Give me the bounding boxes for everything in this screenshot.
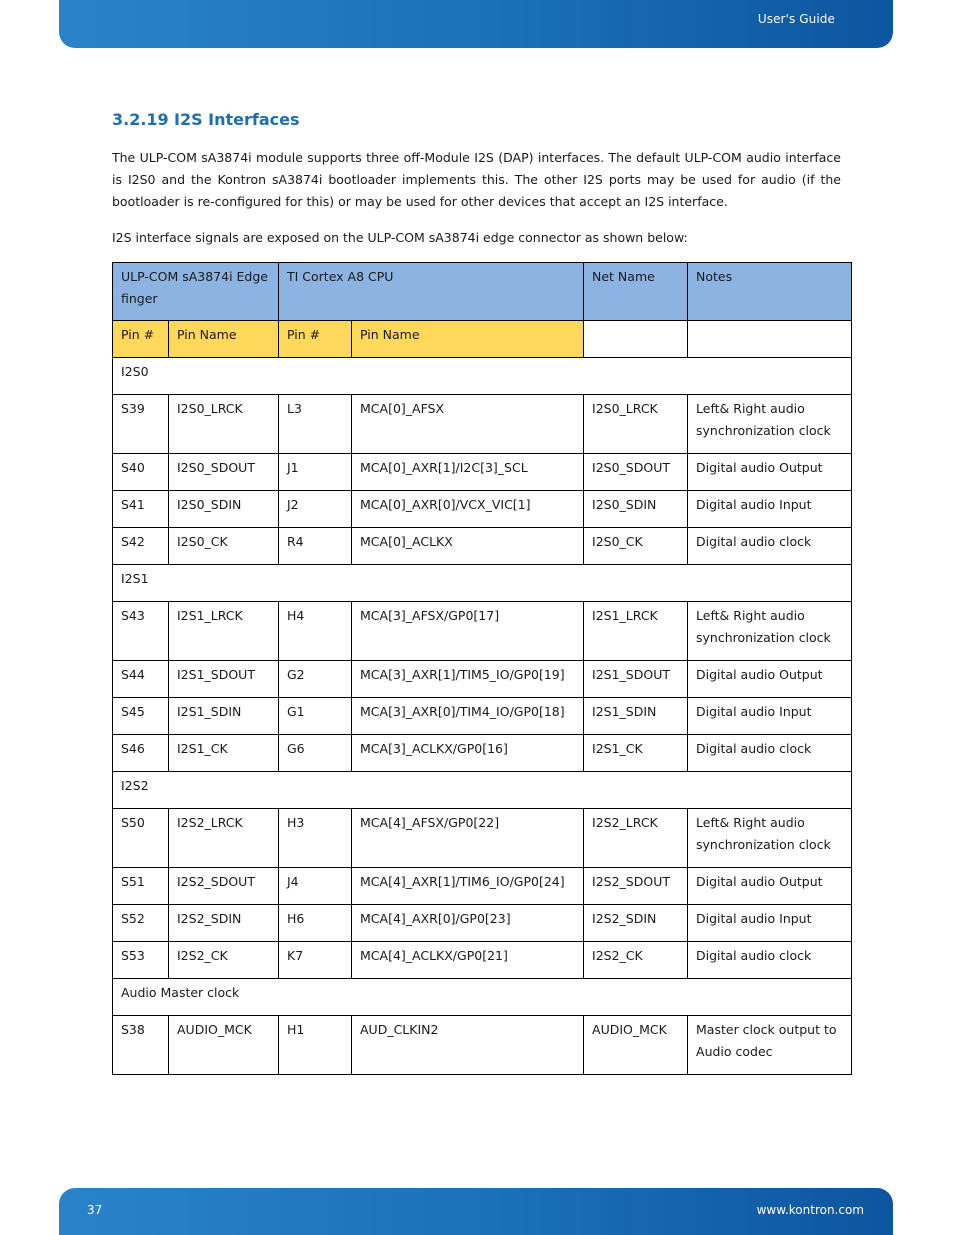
subheader-empty-notes — [688, 321, 852, 358]
cell-net-name: I2S2_LRCK — [584, 809, 688, 868]
cell-cpu-pin: J1 — [279, 454, 352, 491]
cell-notes: Digital audio Output — [688, 661, 852, 698]
cell-cpu-pin: H6 — [279, 905, 352, 942]
table-row — [113, 868, 852, 905]
page-footer-bar — [59, 1188, 893, 1235]
cell-notes: Digital audio clock — [688, 942, 852, 979]
group-row — [113, 979, 852, 1016]
group-row — [113, 772, 852, 809]
cell-cpu-pin-name: MCA[3]_ACLKX/GP0[16] — [352, 735, 584, 772]
cell-edge-pin: S45 — [113, 698, 169, 735]
cell-notes: Digital audio Output — [688, 868, 852, 905]
cell-edge-pin: S52 — [113, 905, 169, 942]
i2s-signal-table — [112, 262, 852, 1075]
table-row — [113, 735, 852, 772]
cell-notes: Digital audio Input — [688, 698, 852, 735]
cell-edge-pin: S51 — [113, 868, 169, 905]
cell-cpu-pin: J2 — [279, 491, 352, 528]
cell-edge-pin: S39 — [113, 395, 169, 454]
table-row — [113, 905, 852, 942]
cell-cpu-pin-name: MCA[0]_AXR[1]/I2C[3]_SCL — [352, 454, 584, 491]
group-label: I2S0 — [113, 358, 852, 395]
cell-notes: Digital audio Input — [688, 491, 852, 528]
table-row — [113, 698, 852, 735]
cell-net-name: I2S1_LRCK — [584, 602, 688, 661]
header-notes: Notes — [688, 263, 852, 321]
cell-net-name: I2S2_SDIN — [584, 905, 688, 942]
cell-edge-pin-name: I2S2_SDIN — [169, 905, 279, 942]
cell-edge-pin-name: I2S1_SDOUT — [169, 661, 279, 698]
group-label: Audio Master clock — [113, 979, 852, 1016]
table-subheader-row — [113, 321, 852, 358]
header-edge-finger: ULP-COM sA3874i Edge finger — [113, 263, 279, 321]
cell-edge-pin: S50 — [113, 809, 169, 868]
cell-cpu-pin-name: MCA[4]_AFSX/GP0[22] — [352, 809, 584, 868]
cell-net-name: I2S0_SDIN — [584, 491, 688, 528]
cell-edge-pin: S38 — [113, 1016, 169, 1075]
cell-net-name: I2S2_SDOUT — [584, 868, 688, 905]
subheader-pin-cpu: Pin # — [279, 321, 352, 358]
cell-notes: Digital audio clock — [688, 528, 852, 565]
table-row — [113, 1016, 852, 1075]
cell-net-name: I2S1_SDOUT — [584, 661, 688, 698]
cell-net-name: I2S0_LRCK — [584, 395, 688, 454]
subheader-pin-name-cpu: Pin Name — [352, 321, 584, 358]
cell-edge-pin: S42 — [113, 528, 169, 565]
table-row — [113, 602, 852, 661]
cell-cpu-pin-name: AUD_CLKIN2 — [352, 1016, 584, 1075]
intro-paragraph: The ULP-COM sA3874i module supports three off-Module I2S (DAP) interfaces. The default ULP-COM audio interface is I2S0 and the Kontron sA3874i bootloader implements this. The other I2S ports may be used for audio (if the bootloader is re-configured for this) or may be used for other devices that accept an I2S interface. — [112, 150, 841, 209]
cell-cpu-pin-name: MCA[3]_AFSX/GP0[17] — [352, 602, 584, 661]
footer-url: www.kontron.com — [756, 1203, 864, 1217]
cell-notes: Digital audio Output — [688, 454, 852, 491]
subheader-pin-edge: Pin # — [113, 321, 169, 358]
cell-cpu-pin: H4 — [279, 602, 352, 661]
page-number: 37 — [87, 1203, 103, 1217]
cell-cpu-pin-name: MCA[0]_AFSX — [352, 395, 584, 454]
cell-cpu-pin-name: MCA[4]_ACLKX/GP0[21] — [352, 942, 584, 979]
cell-edge-pin-name: I2S0_CK — [169, 528, 279, 565]
section-number: 3.2.19 — [112, 110, 169, 129]
cell-net-name: I2S1_CK — [584, 735, 688, 772]
cell-cpu-pin-name: MCA[4]_AXR[1]/TIM6_IO/GP0[24] — [352, 868, 584, 905]
header-net-name: Net Name — [584, 263, 688, 321]
cell-notes: Digital audio clock — [688, 735, 852, 772]
page-header-bar — [59, 0, 893, 48]
table-row — [113, 528, 852, 565]
cell-notes: Left& Right audio synchronization clock — [688, 602, 852, 661]
cell-edge-pin-name: I2S0_LRCK — [169, 395, 279, 454]
cell-cpu-pin: G2 — [279, 661, 352, 698]
cell-edge-pin-name: I2S1_LRCK — [169, 602, 279, 661]
header-title: User's Guide — [757, 12, 835, 26]
table-row — [113, 395, 852, 454]
cell-edge-pin: S44 — [113, 661, 169, 698]
cell-cpu-pin-name: MCA[3]_AXR[1]/TIM5_IO/GP0[19] — [352, 661, 584, 698]
cell-edge-pin: S53 — [113, 942, 169, 979]
cell-edge-pin: S41 — [113, 491, 169, 528]
cell-cpu-pin: H1 — [279, 1016, 352, 1075]
cell-net-name: I2S2_CK — [584, 942, 688, 979]
subheader-empty-net — [584, 321, 688, 358]
cell-net-name: AUDIO_MCK — [584, 1016, 688, 1075]
cell-edge-pin-name: I2S0_SDOUT — [169, 454, 279, 491]
cell-edge-pin-name: I2S2_CK — [169, 942, 279, 979]
cell-cpu-pin-name: MCA[4]_AXR[0]/GP0[23] — [352, 905, 584, 942]
cell-notes: Master clock output to Audio codec — [688, 1016, 852, 1075]
cell-edge-pin: S46 — [113, 735, 169, 772]
cell-net-name: I2S0_SDOUT — [584, 454, 688, 491]
group-label: I2S1 — [113, 565, 852, 602]
table-row — [113, 809, 852, 868]
group-row — [113, 358, 852, 395]
cell-notes: Left& Right audio synchronization clock — [688, 809, 852, 868]
cell-cpu-pin: R4 — [279, 528, 352, 565]
cell-cpu-pin: G6 — [279, 735, 352, 772]
table-row — [113, 491, 852, 528]
cell-edge-pin-name: I2S2_SDOUT — [169, 868, 279, 905]
subheader-pin-name-edge: Pin Name — [169, 321, 279, 358]
cell-edge-pin-name: I2S0_SDIN — [169, 491, 279, 528]
cell-edge-pin-name: I2S1_CK — [169, 735, 279, 772]
group-row — [113, 565, 852, 602]
cell-cpu-pin-name: MCA[0]_ACLKX — [352, 528, 584, 565]
section-heading — [112, 110, 300, 129]
cell-cpu-pin-name: MCA[3]_AXR[0]/TIM4_IO/GP0[18] — [352, 698, 584, 735]
section-title: I2S Interfaces — [174, 110, 300, 129]
cell-edge-pin-name: I2S2_LRCK — [169, 809, 279, 868]
cell-net-name: I2S1_SDIN — [584, 698, 688, 735]
cell-edge-pin-name: I2S1_SDIN — [169, 698, 279, 735]
cell-cpu-pin: J4 — [279, 868, 352, 905]
cell-cpu-pin: G1 — [279, 698, 352, 735]
table-row — [113, 454, 852, 491]
cell-cpu-pin: H3 — [279, 809, 352, 868]
cell-edge-pin: S43 — [113, 602, 169, 661]
table-row — [113, 942, 852, 979]
cell-cpu-pin-name: MCA[0]_AXR[0]/VCX_VIC[1] — [352, 491, 584, 528]
table-header-row — [113, 263, 852, 321]
cell-net-name: I2S0_CK — [584, 528, 688, 565]
group-label: I2S2 — [113, 772, 852, 809]
table-intro-paragraph: I2S interface signals are exposed on the ULP-COM sA3874i edge connector as shown below: — [112, 230, 688, 245]
header-cpu: TI Cortex A8 CPU — [279, 263, 584, 321]
cell-notes: Left& Right audio synchronization clock — [688, 395, 852, 454]
cell-cpu-pin: K7 — [279, 942, 352, 979]
cell-notes: Digital audio Input — [688, 905, 852, 942]
table-row — [113, 661, 852, 698]
cell-edge-pin: S40 — [113, 454, 169, 491]
cell-cpu-pin: L3 — [279, 395, 352, 454]
cell-edge-pin-name: AUDIO_MCK — [169, 1016, 279, 1075]
